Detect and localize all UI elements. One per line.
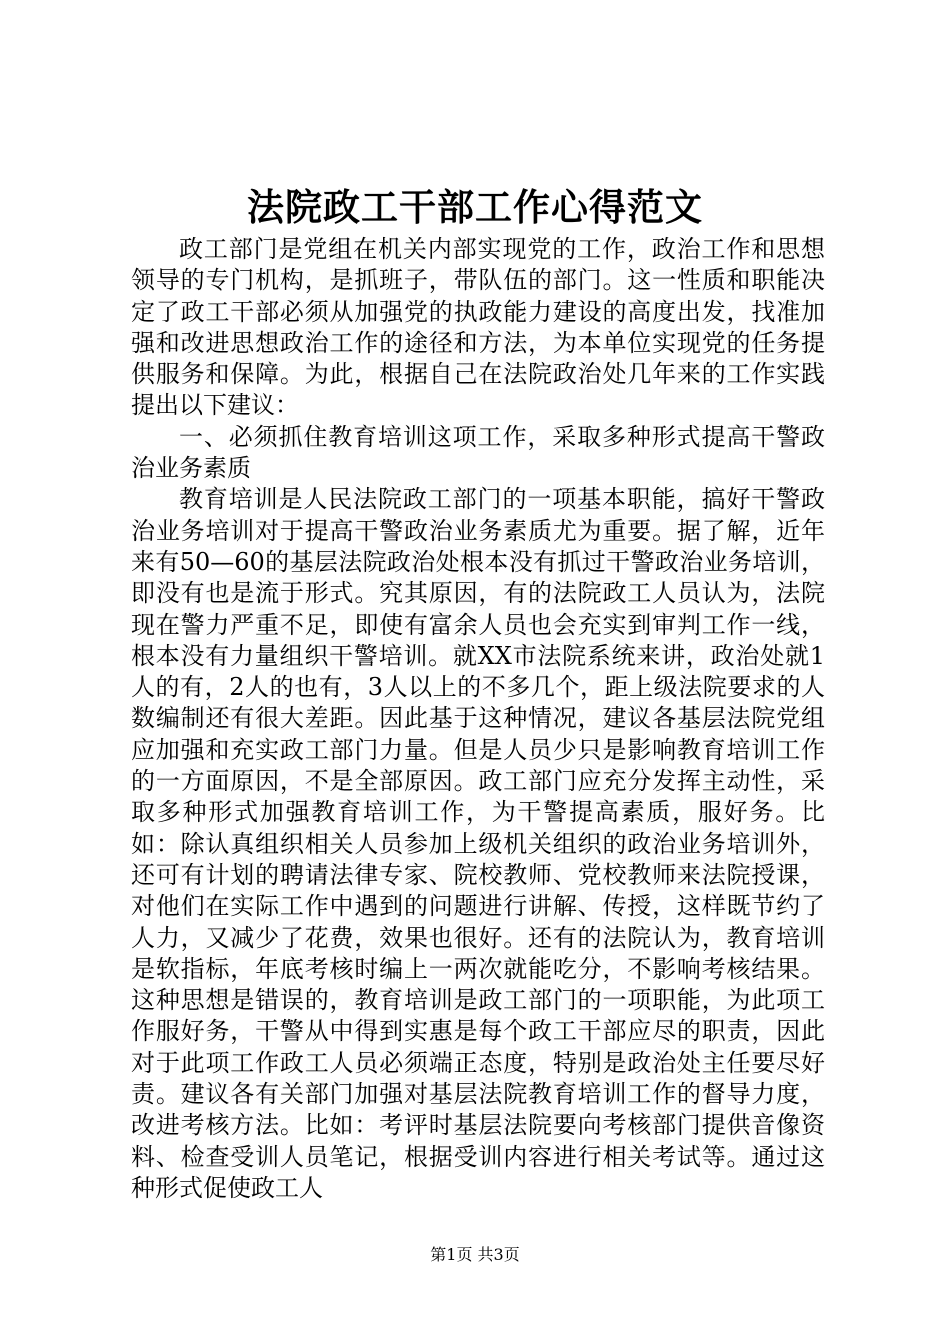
page-footer: 第1页 共3页	[430, 1245, 520, 1264]
document-title: 法院政工干部工作心得范文	[247, 185, 703, 229]
document-body	[131, 234, 825, 1204]
paragraph-training: 教育培训是人民法院政工部门的一项基本职能，搞好干警政治业务培训对于提高干警政治业务素质尤为重要。据了解，近年来有50—60的基层法院政治处根本没有抓过干警政治业务培训，即没有也是流于形式。究其原因，有的法院政工人员认为，法院现在警力严重不足，即使有富余人员也会充实到审判工作一线，根本没有力量组织干警培训。就XX市法院系统来讲，政治处就1人的有，2人的也有，3人以上的不多几个，距上级法院要求的人数编制还有很大差距。因此基于这种情况，建议各基层法院党组应加强和充实政工部门力量。但是人员少只是影响教育培训工作的一方面原因，不是全部原因。政工部门应充分发挥主动性，采取多种形式加强教育培训工作，为干警提高素质，服好务。比如：除认真组织相关人员参加上级机关组织的政治业务培训外，还可有计划的聘请法律专家、院校教师、党校教师来法院授课，对他们在实际工作中遇到的问题进行讲解、传授，这样既节约了人力，又减少了花费，效果也很好。还有的法院认为，教育培训是软指标，年底考核时编上一两次就能吃分，不影响考核结果。这种思想是错误的，教育培训是政工部门的一项职能，为此项工作服好务，干警从中得到实惠是每个政工干部应尽的职责，因此对于此项工作政工人员必须端正态度，特别是政治处主任要尽好责。建议各有关部门加强对基层法院教育培训工作的督导力度，改进考核方法。比如：考评时基层法院要向考核部门提供音像资料、检查受训人员笔记，根据受训内容进行相关考试等。通过这种形式促使政工人	[131, 485, 825, 1202]
paragraph-intro: 政工部门是党组在机关内部实现党的工作，政治工作和思想领导的专门机构，是抓班子，带队伍的部门。这一性质和职能决定了政工干部必须从加强党的执政能力建设的高度出发，找准加强和改进思想政治工作的途径和方法，为本单位实现党的任务提供服务和保障。为此，根据自己在法院政治处几年来的工作实践提出以下建议：	[131, 235, 825, 420]
paragraph-section-heading: 一、必须抓住教育培训这项工作，采取多种形式提高干警政治业务素质	[131, 422, 825, 483]
